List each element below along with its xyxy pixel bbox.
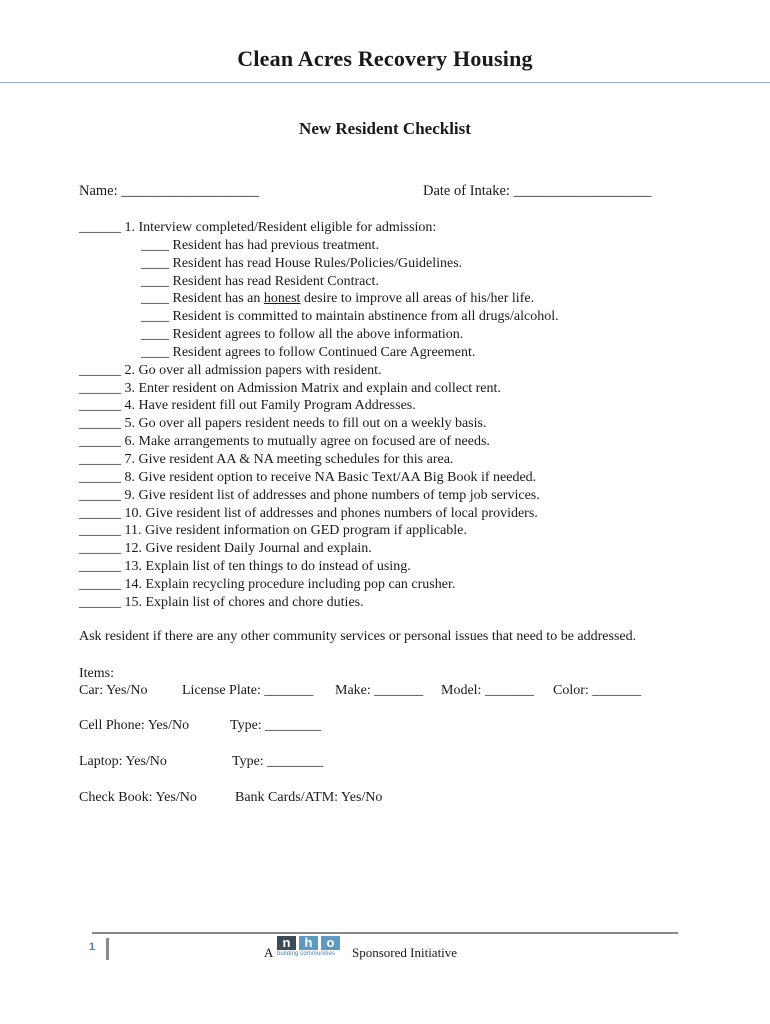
footer-divider	[92, 932, 678, 934]
organization-title: Clean Acres Recovery Housing	[237, 46, 533, 71]
checklist-item-10[interactable]: ______ 10. Give resident list of addresses and phones numbers of local providers.	[79, 505, 538, 521]
checklist-subitem-3[interactable]: ____ Resident has read Resident Contract.	[141, 273, 379, 289]
checklist-subitem-1[interactable]: ____ Resident has had previous treatment.	[141, 237, 379, 253]
checklist-item-5[interactable]: ______ 5. Go over all papers resident needs to fill out on a weekly basis.	[79, 416, 487, 432]
checklist-item-1[interactable]: ______ 1. Interview completed/Resident eligible for admission:	[79, 220, 437, 235]
checkbook-field[interactable]: Check Book: Yes/No	[79, 790, 197, 805]
title-divider	[0, 82, 770, 83]
cell-phone-field[interactable]: Cell Phone: Yes/No	[79, 718, 190, 733]
checklist-item-14[interactable]: ______ 14. Explain recycling procedure including pop can crusher.	[79, 576, 456, 592]
checklist-item-9[interactable]: ______ 9. Give resident list of addresses and phone numbers of temp job services.	[79, 487, 540, 503]
checklist-item-4[interactable]: ______ 4. Have resident fill out Family Program Addresses.	[79, 398, 416, 414]
items-heading: Items:	[79, 666, 114, 681]
checklist-subitem-4[interactable]	[79, 290, 559, 308]
checklist-item-11[interactable]: ______ 11. Give resident information on GED program if applicable.	[79, 523, 467, 539]
nho-logo	[277, 936, 347, 958]
page-number: 1	[78, 938, 109, 960]
bank-cards-field[interactable]: Bank Cards/ATM: Yes/No	[235, 790, 383, 805]
checklist-item-6[interactable]: ______ 6. Make arrangements to mutually agree on focused are of needs.	[79, 434, 490, 450]
logo-n: n	[277, 936, 296, 950]
subitem-4-underlined-word: honest	[263, 291, 301, 307]
checklist-item-13[interactable]: ______ 13. Explain list of ten things to do instead of using.	[79, 559, 411, 575]
color-field[interactable]: Color: _______	[553, 683, 642, 698]
cell-phone-type-field[interactable]: Type: ________	[230, 718, 322, 733]
laptop-field[interactable]: Laptop: Yes/No	[79, 754, 167, 769]
checklist-item-12[interactable]: ______ 12. Give resident Daily Journal and explain.	[79, 541, 372, 557]
checklist-item-3[interactable]: ______ 3. Enter resident on Admission Matrix and explain and collect rent.	[79, 380, 501, 396]
laptop-type-field[interactable]: Type: ________	[232, 754, 324, 769]
checklist-subitem-6[interactable]: ____ Resident agrees to follow all the above information.	[141, 327, 464, 343]
subitem-4-text-start: ____ Resident has an	[141, 291, 264, 307]
checklist-subitem-7[interactable]: ____ Resident agrees to follow Continued Care Agreement.	[141, 344, 476, 360]
community-services-note: Ask resident if there are any other community services or personal issues that need to be addressed.	[79, 629, 637, 644]
logo-tagline: building communities	[277, 951, 336, 957]
checklist-item-2[interactable]: ______ 2. Go over all admission papers with resident.	[79, 362, 382, 378]
subitem-4-text-end: desire to improve all areas of his/her life.	[300, 291, 535, 307]
logo-o: o	[321, 936, 340, 950]
car-field[interactable]: Car: Yes/No	[79, 683, 148, 698]
logo-h: h	[299, 936, 318, 950]
intake-date-field[interactable]: Date of Intake: ___________________	[423, 183, 652, 199]
make-field[interactable]: Make: _______	[335, 683, 424, 698]
model-field[interactable]: Model: _______	[441, 683, 534, 698]
sponsor-prefix: A	[264, 945, 274, 960]
checklist-subitem-5[interactable]: ____ Resident is committed to maintain abstinence from all drugs/alcohol.	[141, 309, 559, 325]
name-field[interactable]: Name: ___________________	[79, 183, 260, 199]
checklist-item-15[interactable]: ______ 15. Explain list of chores and chore duties.	[79, 594, 364, 610]
license-plate-field[interactable]: License Plate: _______	[182, 683, 314, 698]
document-title: New Resident Checklist	[299, 119, 471, 138]
checklist-subitem-2[interactable]: ____ Resident has read House Rules/Policies/Guidelines.	[141, 255, 463, 271]
sponsor-suffix: Sponsored Initiative	[352, 945, 458, 960]
checklist-item-8[interactable]: ______ 8. Give resident option to receive NA Basic Text/AA Big Book if needed.	[79, 469, 537, 485]
checklist-item-7[interactable]: ______ 7. Give resident AA & NA meeting schedules for this area.	[79, 451, 454, 467]
checklist	[79, 219, 559, 612]
